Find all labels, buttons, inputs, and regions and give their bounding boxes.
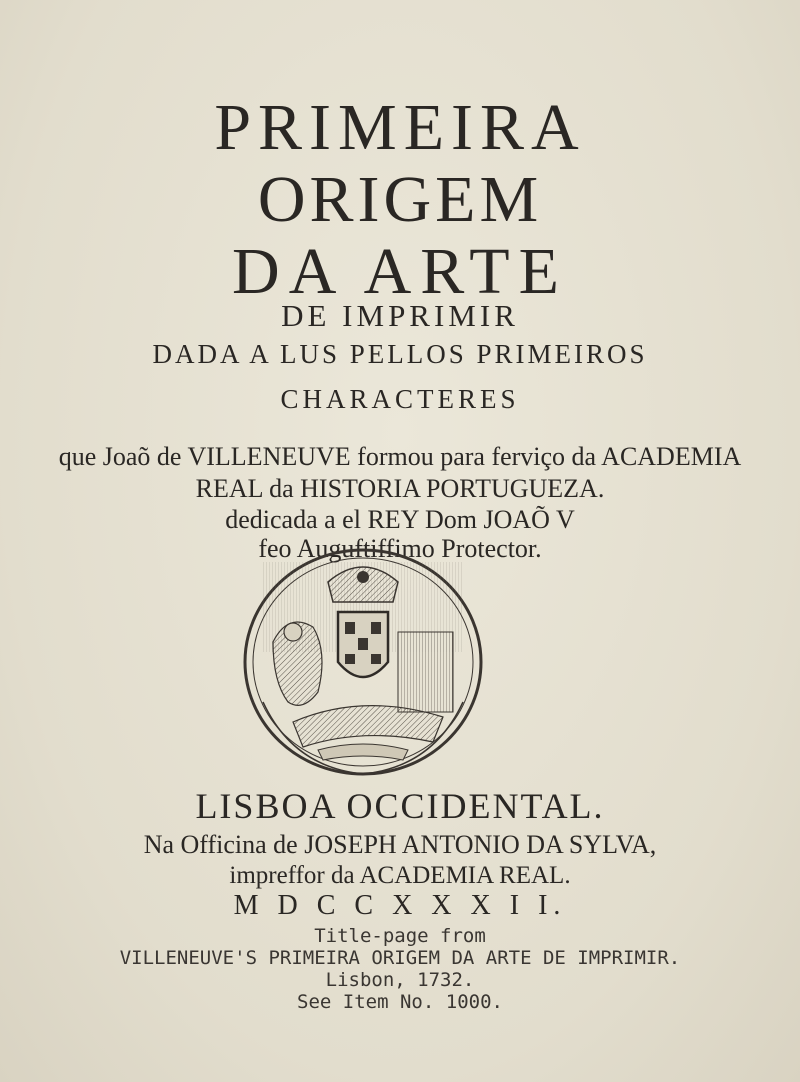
caption-line-2: VILLENEUVE'S PRIMEIRA ORIGEM DA ARTE DE IMPRIMIR. <box>119 947 681 969</box>
imprint-year: M D C C X X X I I. <box>233 890 567 921</box>
dedication-line-2: REAL da HISTORIA PORTUGUEZA. <box>195 474 605 503</box>
title-line-dada: DADA A LUS PELLOS PRIMEIROS <box>152 339 648 369</box>
royal-seal-engraving-icon <box>233 542 493 792</box>
caption-line-4: See Item No. 1000. <box>297 991 503 1013</box>
title-line-primeira: PRIMEIRA <box>214 91 586 164</box>
imprint-printer: Na Officina de JOSEPH ANTONIO DA SYLVA, <box>143 830 657 859</box>
caption-line-1: Title-page from <box>314 925 486 947</box>
title-line-de-imprimir: DE IMPRIMIR <box>281 298 519 333</box>
dedication-line-4: feo Auguftiffimo Protector. <box>258 534 542 563</box>
dedication-line-1: que Joaõ de VILLENEUVE formou para ferviço da ACADEMIA <box>58 442 742 471</box>
imprint-academy: impreffor da ACADEMIA REAL. <box>229 862 571 889</box>
imprint-city: LISBOA OCCIDENTAL. <box>195 786 605 826</box>
title-line-origem: ORIGEM <box>257 163 543 236</box>
title-line-da-arte: DA ARTE <box>232 235 568 308</box>
title-line-characteres: CHARACTERES <box>280 384 520 414</box>
dedication-line-3: dedicada a el REY Dom JOAÕ V <box>225 505 575 534</box>
caption-line-3: Lisbon, 1732. <box>325 969 475 991</box>
